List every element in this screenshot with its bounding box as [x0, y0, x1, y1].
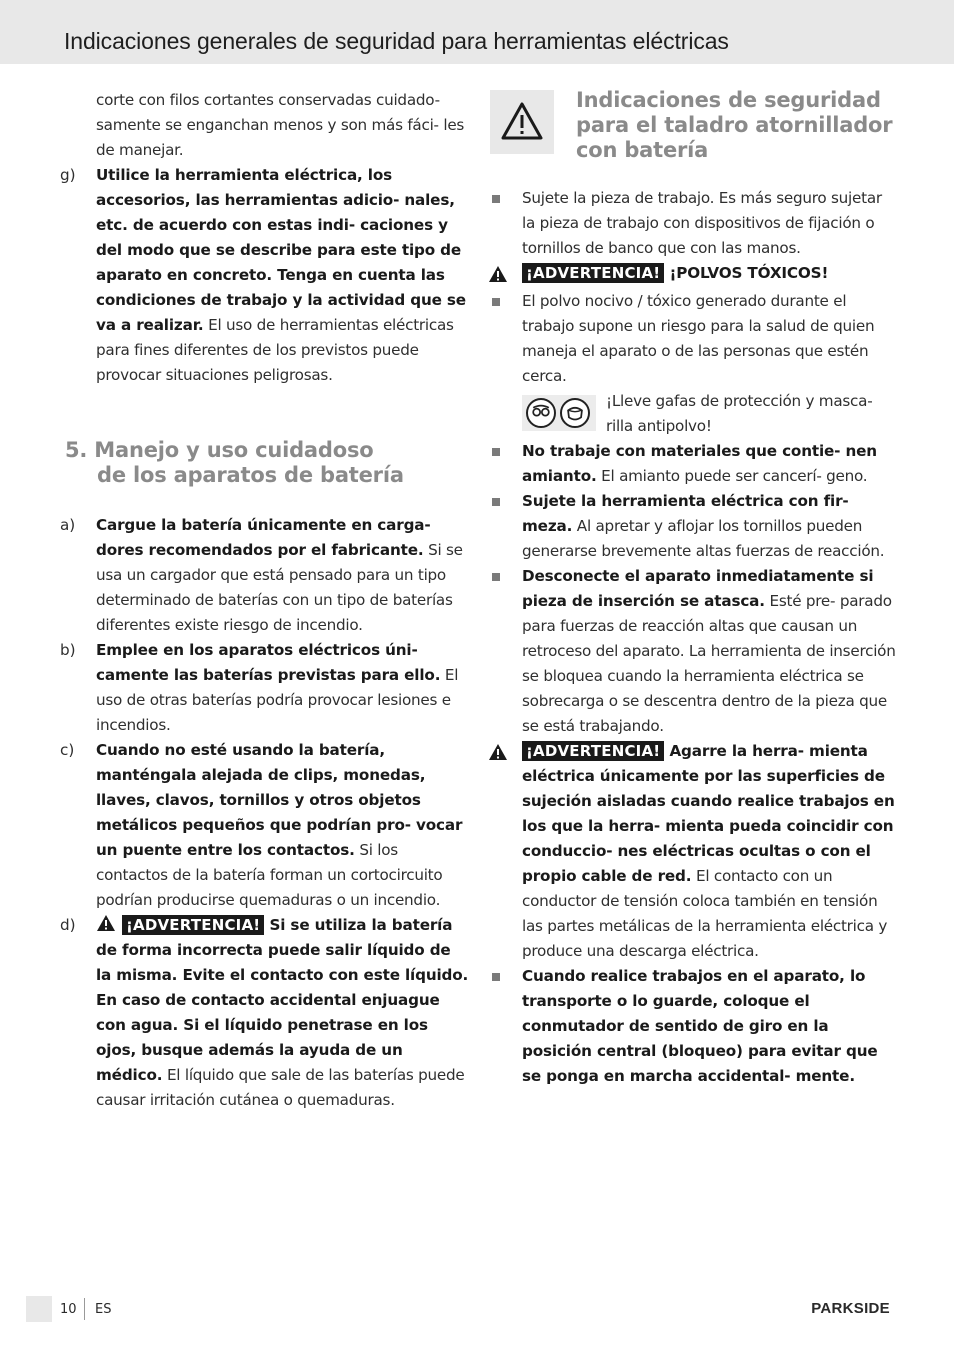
- language-code: ES: [95, 1302, 112, 1317]
- bullet-text: Sujete la pieza de trabajo. Es más seguro sujetar la pieza de trabajo con dispositivos de fijación o tornillos de banco que con las manos.: [522, 189, 882, 257]
- bullet-bold: Desconecte el aparato inmediatamente si pieza de inserción se atasca.: [522, 567, 874, 610]
- item-label: b): [60, 641, 76, 659]
- item-a: [60, 513, 470, 638]
- warning-bold: Agarre la herra- mienta eléctrica únicamente por las superficies de sujeción aisladas cuando realice trabajos en los que la herra- mienta pueda coincidir con conduccio- nes eléctricas ocultas o con el propio cable de red.: [522, 742, 895, 885]
- item-text: El uso de herramientas eléctricas para fines diferentes de los previstos puede provocar situaciones peligrosas.: [96, 316, 454, 384]
- page-number: 10: [60, 1302, 77, 1317]
- item-bold: Emplee en los aparatos eléctricos úni- camente las baterías previstas para ello.: [96, 641, 441, 684]
- ppe-text: ¡Lleve gafas de protección y masca- rilla antipolvo!: [606, 392, 873, 435]
- item-text: El líquido que sale de las baterías puede causar irritación cutánea o quemaduras.: [96, 1066, 465, 1109]
- warning-line: [488, 261, 898, 289]
- bullet-text: El amianto puede ser cancerí- geno.: [596, 467, 868, 485]
- bullet-bold: Sujete la herramienta eléctrica con fir- meza.: [522, 492, 849, 535]
- bullet-icon: [488, 964, 522, 1089]
- warning-text: El contacto con un conductor de tensión coloca también en tensión las partes metálicas de la herramienta eléctrica y produce una descarga eléctrica.: [522, 867, 888, 960]
- item-bold: Cuando no esté usando la batería, manténgala alejada de clips, monedas, llaves, clavos, tornillos y otros objetos metálicos pequeños que podrían pro- vocar un puente entre los contactos.: [96, 741, 463, 859]
- item-text: Si los contactos de la batería forman un cortocircuito podrían producirse quemaduras o un incendio.: [96, 841, 443, 909]
- footer-tab: [26, 1296, 52, 1322]
- warning-triangle-icon: [96, 914, 116, 932]
- warning-block: [488, 739, 898, 964]
- bullet-bold: No trabaje con materiales que contie- nen amianto.: [522, 442, 877, 485]
- goggles-mask-icon: [522, 395, 596, 431]
- bullet-text: Al apretar y aflojar los tornillos pueden generarse brevemente altas fuerzas de reacción.: [522, 517, 885, 560]
- item-label: g): [60, 166, 76, 184]
- bullet-text: Esté pre- parado para fuerzas de reacción altas que causan un retroceso del aparato. La herramienta de inserción se bloquea cuando la herramienta eléctrica se sobrecarga o se descentra dentro de la pieza que se está trabajando.: [522, 592, 896, 735]
- warning-label: ¡ADVERTENCIA!: [522, 741, 664, 761]
- bullet-icon: [488, 439, 522, 489]
- warning-sign-icon: [490, 90, 554, 154]
- section-5-title: 5. Manejo y uso cuidadoso de los aparatos de batería: [65, 438, 404, 487]
- intro-text: corte con filos cortantes conservadas cuidado- samente se enganchan menos y son más fáci- les de manejar.: [96, 91, 465, 159]
- item-b: [60, 638, 470, 738]
- warning-label: ¡ADVERTENCIA!: [122, 915, 264, 935]
- item-label: a): [60, 516, 76, 534]
- item-label: c): [60, 741, 75, 759]
- bullet-icon: [488, 564, 522, 739]
- ppe-notice: [488, 389, 898, 439]
- item-g: [60, 163, 470, 388]
- brand-logo: PARKSIDE: [811, 1300, 890, 1317]
- warning-bold: ¡POLVOS TÓXICOS!: [664, 264, 829, 282]
- bullet-icon: [488, 289, 522, 389]
- item-label: d): [60, 916, 76, 934]
- item-bold: Utilice la herramienta eléctrica, los accesorios, las herramientas adicio- nales, etc. de acuerdo con estas indi- caciones y del modo que se describe para este tipo de aparato en concreto. Tenga en cuenta las condiciones de trabajo y la actividad que se va a realizar.: [96, 166, 466, 334]
- item-text: Si se usa un cargador que está pensado para un tipo determinado de baterías con un tipo de baterías diferentes existe riesgo de incendio.: [96, 541, 463, 634]
- bullet-bold: Cuando realice trabajos en el aparato, lo transporte o lo guarde, coloque el conmutador de sentido de giro en la posición central (bloqueo) para evitar que se ponga en marcha accidental- mente.: [522, 967, 878, 1085]
- warning-triangle-icon: [488, 743, 508, 761]
- item-bold: Cargue la batería únicamente en carga- dores recomendados por el fabricante.: [96, 516, 431, 559]
- bullet-icon: [488, 489, 522, 564]
- item-bold: Si se utiliza la batería de forma incorrecta puede salir líquido de la misma. Evite el contacto con este líquido. En caso de contacto accidental enjuague con agua. Si el líquido penetrase en los ojos, busque además la ayuda de un médico.: [96, 916, 469, 1084]
- section-title: Indicaciones de seguridad para el taladro atornillador con batería: [576, 88, 893, 162]
- page-title: Indicaciones generales de seguridad para herramientas eléctricas: [64, 28, 729, 54]
- bullet-icon: [488, 186, 522, 261]
- item-d: [60, 913, 470, 1113]
- warning-triangle-icon: [488, 265, 508, 283]
- warning-label: ¡ADVERTENCIA!: [522, 263, 664, 283]
- bullet-text: El polvo nocivo / tóxico generado durante el trabajo supone un riesgo para la salud de quien maneja el aparato o de las personas que estén cerca.: [522, 292, 875, 385]
- footer-divider: [84, 1298, 85, 1320]
- item-text: El uso de otras baterías podría provocar lesiones e incendios.: [96, 666, 459, 734]
- item-c: [60, 738, 470, 913]
- left-column: [60, 88, 470, 1113]
- right-column: [488, 88, 898, 1089]
